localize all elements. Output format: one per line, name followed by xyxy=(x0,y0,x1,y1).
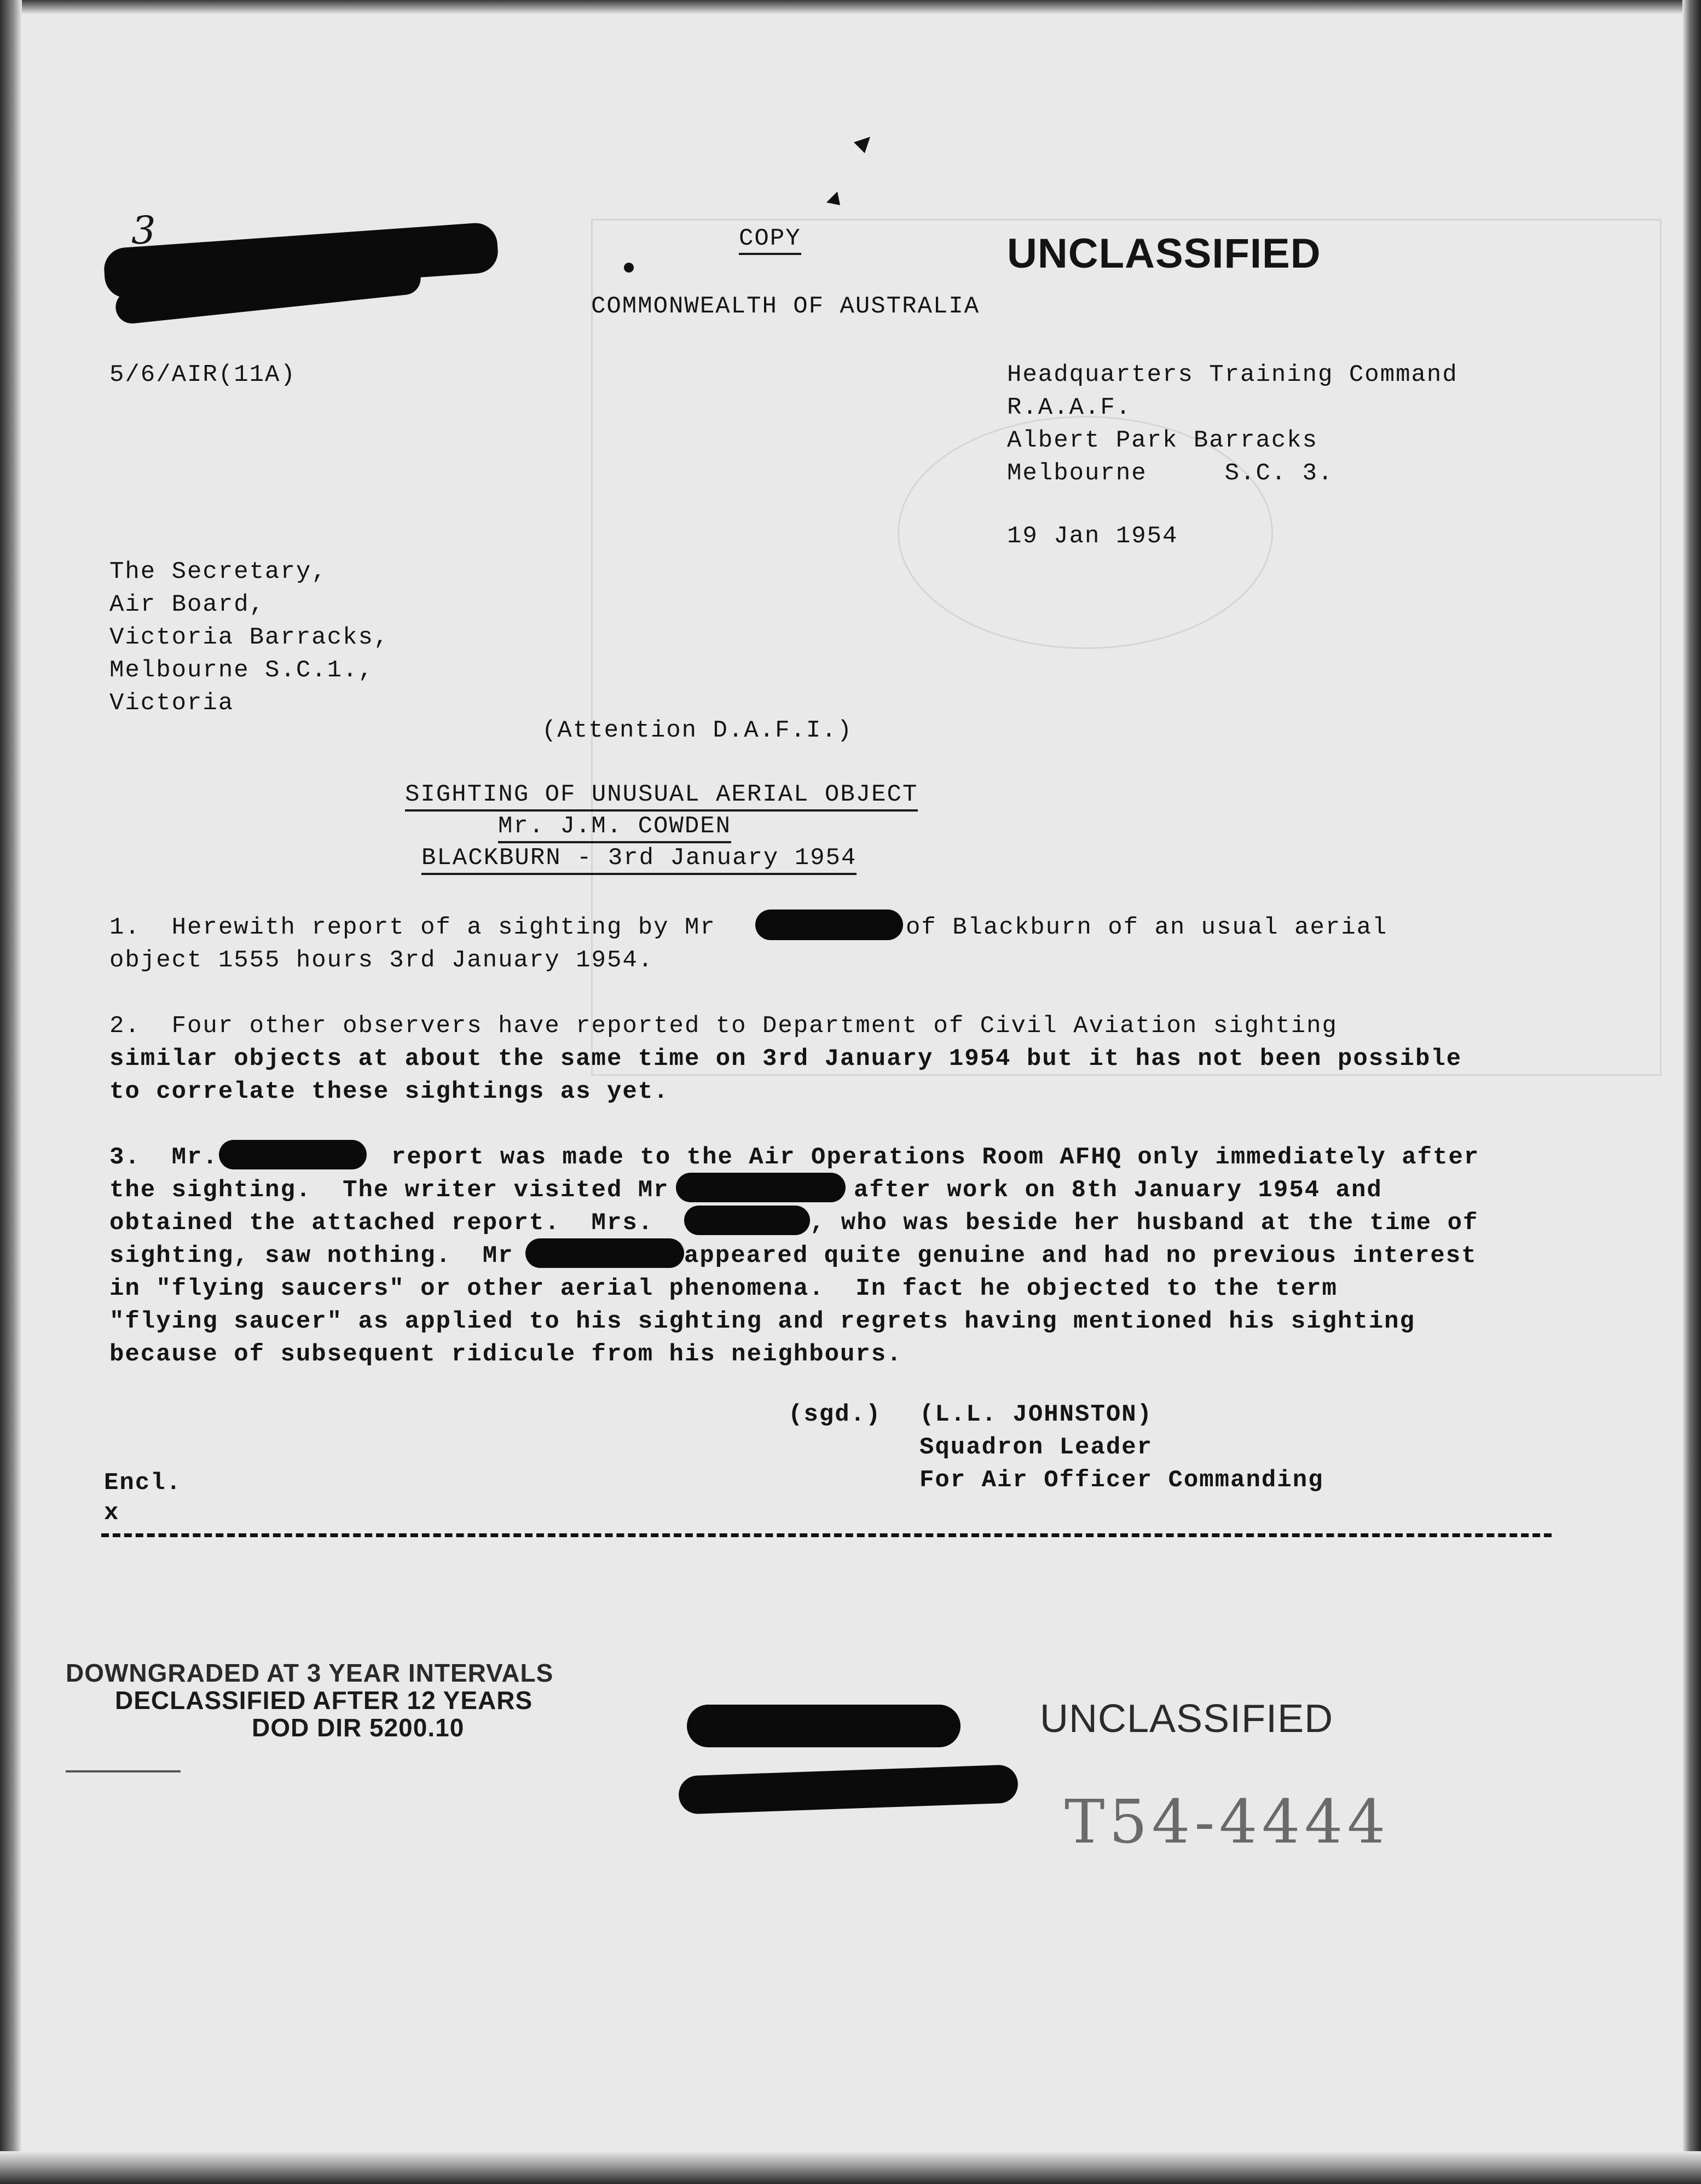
enclosure-label: Encl. xyxy=(104,1469,182,1497)
redaction-name-p3-3 xyxy=(684,1206,810,1235)
scan-edge-top xyxy=(0,0,1701,14)
stamp-rule xyxy=(66,1770,181,1772)
para-3-line-4a: sighting, saw nothing. Mr xyxy=(109,1242,514,1270)
reference-number: 5/6/AIR(11A) xyxy=(109,361,296,389)
para-3-line-4b: appeared quite genuine and had no previous interest xyxy=(684,1242,1477,1270)
signature-role: For Air Officer Commanding xyxy=(919,1467,1324,1494)
recipient-line-2: Air Board, xyxy=(109,591,265,618)
sender-address-line-3: Albert Park Barracks xyxy=(1007,427,1318,454)
para-3-line-3b: , who was beside her husband at the time of xyxy=(810,1209,1479,1237)
redaction-bottom-2 xyxy=(678,1764,1019,1815)
recipient-line-4: Melbourne S.C.1., xyxy=(109,657,374,684)
downgrade-line-1: DOWNGRADED AT 3 YEAR INTERVALS xyxy=(66,1659,554,1687)
para-1-line-2: object 1555 hours 3rd January 1954. xyxy=(109,947,654,974)
classification-stamp-top: UNCLASSIFIED xyxy=(1007,230,1321,277)
subject-line-1: SIGHTING OF UNUSUAL AERIAL OBJECT xyxy=(405,780,918,812)
dashed-separator xyxy=(101,1533,1552,1537)
sender-address-line-4: Melbourne S.C. 3. xyxy=(1007,460,1334,487)
sender-address-line-1: Headquarters Training Command xyxy=(1007,361,1458,389)
recipient-line-5: Victoria xyxy=(109,690,234,717)
scan-edge-right xyxy=(1682,0,1701,2184)
para-3-line-2a: the sighting. The writer visited Mr xyxy=(109,1177,669,1204)
attention-line: (Attention D.A.F.I.) xyxy=(542,717,853,744)
downgrade-line-3: DOD DIR 5200.10 xyxy=(252,1713,465,1742)
para-3-line-1a: 3. Mr. xyxy=(109,1144,218,1171)
para-3-line-5: in "flying saucers" or other aerial phenomena. In fact he objected to the term xyxy=(109,1275,1338,1302)
bleed-through-ghost-form xyxy=(591,219,1662,1076)
redaction-name-p1 xyxy=(755,909,903,940)
para-2-line-2: similar objects at about the same time on 3rd January 1954 but it has not been possible xyxy=(109,1045,1462,1073)
sender-address-line-2: R.A.A.F. xyxy=(1007,394,1132,421)
enclosure-mark: x xyxy=(104,1499,120,1527)
signature-sgd: (sgd.) xyxy=(788,1401,882,1428)
subject-line-3: BLACKBURN - 3rd January 1954 xyxy=(421,843,857,875)
para-1-line-1a: 1. Herewith report of a sighting by Mr xyxy=(109,914,716,941)
scan-edge-bottom xyxy=(0,2151,1701,2184)
scan-edge-left xyxy=(0,0,22,2184)
para-3-line-3a: obtained the attached report. Mrs. xyxy=(109,1209,654,1237)
dot-mark xyxy=(624,263,634,273)
recipient-line-3: Victoria Barracks, xyxy=(109,624,390,651)
classification-stamp-bottom: UNCLASSIFIED xyxy=(1040,1697,1334,1741)
para-3-line-7: because of subsequent ridicule from his neighbours. xyxy=(109,1341,902,1368)
letter-date: 19 Jan 1954 xyxy=(1007,523,1178,550)
para-3-line-6: "flying saucer" as applied to his sighting and regrets having mentioned his sighting xyxy=(109,1308,1415,1335)
subject-line-2: Mr. J.M. COWDEN xyxy=(498,812,731,843)
copy-label: COPY xyxy=(739,224,801,255)
signature-rank: Squadron Leader xyxy=(919,1434,1153,1461)
ink-mark-top xyxy=(810,131,898,219)
para-2-line-3: to correlate these sightings as yet. xyxy=(109,1078,669,1105)
file-number-mark: 3 xyxy=(131,208,156,253)
para-3-line-2b: after work on 8th January 1954 and xyxy=(854,1177,1382,1204)
para-3-line-1b: report was made to the Air Operations Room AFHQ only immediately after xyxy=(391,1144,1480,1171)
control-number-stamp: T54-4444 xyxy=(1064,1787,1390,1857)
redaction-name-p3-4 xyxy=(525,1238,684,1268)
recipient-line-1: The Secretary, xyxy=(109,558,327,586)
para-1-line-1b: of Blackburn of an usual aerial xyxy=(906,914,1388,941)
redaction-name-p3-2 xyxy=(676,1173,846,1202)
para-2-line-1: 2. Four other observers have reported to Department of Civil Aviation sighting xyxy=(109,1012,1338,1040)
redaction-bottom-1 xyxy=(687,1705,961,1747)
redaction-name-p3-1 xyxy=(219,1140,367,1169)
signature-name: (L.L. JOHNSTON) xyxy=(919,1401,1153,1428)
downgrade-line-2: DECLASSIFIED AFTER 12 YEARS xyxy=(115,1686,533,1714)
commonwealth-heading: COMMONWEALTH OF AUSTRALIA xyxy=(591,293,980,320)
